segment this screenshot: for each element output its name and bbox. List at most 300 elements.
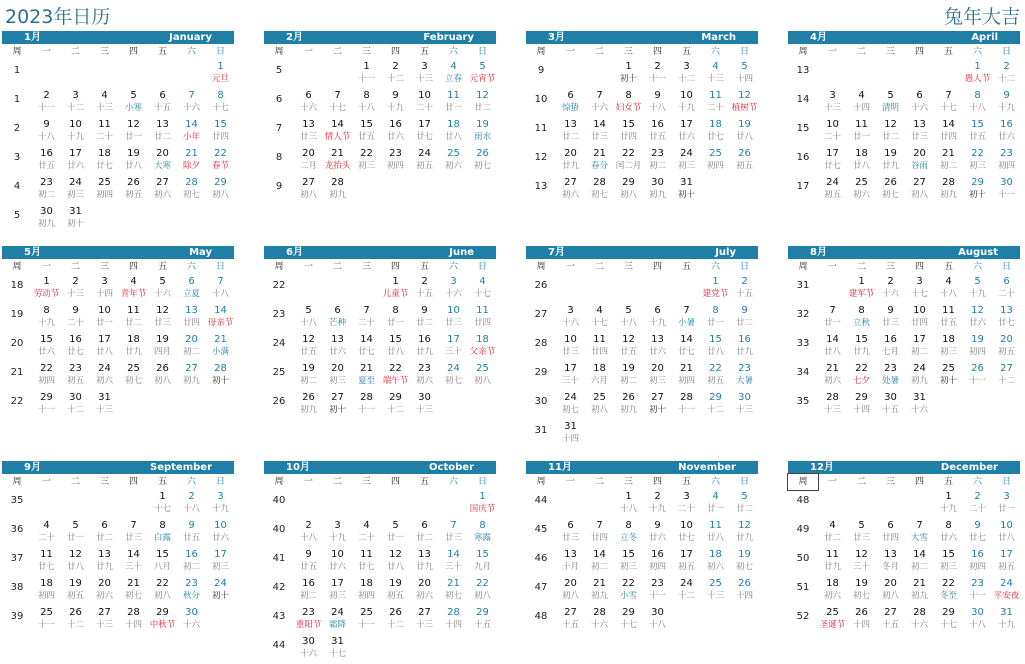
day-cell[interactable] — [643, 391, 672, 420]
day-cell[interactable] — [847, 519, 876, 548]
day-cell[interactable] — [148, 304, 177, 333]
day-cell[interactable] — [90, 391, 119, 420]
day-cell[interactable] — [905, 275, 934, 304]
day-cell[interactable] — [614, 519, 643, 548]
day-cell[interactable] — [323, 147, 352, 176]
day-cell[interactable] — [934, 89, 963, 118]
day-cell[interactable] — [177, 606, 206, 635]
day-cell[interactable] — [352, 118, 381, 147]
day-cell[interactable] — [818, 391, 847, 420]
day-cell[interactable] — [177, 275, 206, 304]
day-cell[interactable] — [847, 333, 876, 362]
day-cell[interactable] — [643, 147, 672, 176]
day-cell[interactable] — [934, 275, 963, 304]
day-cell[interactable] — [206, 147, 235, 176]
day-cell[interactable] — [730, 362, 759, 391]
day-cell[interactable] — [61, 304, 90, 333]
day-cell[interactable] — [410, 391, 439, 420]
day-cell[interactable] — [206, 176, 235, 205]
day-cell[interactable] — [468, 519, 497, 548]
day-cell[interactable] — [90, 362, 119, 391]
day-cell[interactable] — [410, 362, 439, 391]
day-cell[interactable] — [963, 490, 992, 519]
day-cell[interactable] — [701, 577, 730, 606]
day-cell[interactable] — [876, 176, 905, 205]
day-cell[interactable] — [148, 118, 177, 147]
day-cell[interactable] — [876, 333, 905, 362]
day-cell[interactable] — [294, 577, 323, 606]
day-cell[interactable] — [206, 333, 235, 362]
day-cell[interactable] — [148, 333, 177, 362]
day-cell[interactable] — [905, 519, 934, 548]
day-cell[interactable] — [32, 606, 61, 635]
day-cell[interactable] — [672, 577, 701, 606]
day-cell[interactable] — [119, 275, 148, 304]
day-cell[interactable] — [643, 176, 672, 205]
day-cell[interactable] — [323, 577, 352, 606]
day-cell[interactable] — [294, 635, 323, 664]
day-cell[interactable] — [701, 391, 730, 420]
day-cell[interactable] — [90, 275, 119, 304]
day-cell[interactable] — [119, 176, 148, 205]
day-cell[interactable] — [963, 60, 992, 89]
day-cell[interactable] — [177, 577, 206, 606]
day-cell[interactable] — [90, 304, 119, 333]
day-cell[interactable] — [323, 391, 352, 420]
day-cell[interactable] — [177, 89, 206, 118]
day-cell[interactable] — [905, 147, 934, 176]
day-cell[interactable] — [643, 362, 672, 391]
day-cell[interactable] — [701, 490, 730, 519]
day-cell[interactable] — [934, 333, 963, 362]
day-cell[interactable] — [876, 362, 905, 391]
day-cell[interactable] — [410, 577, 439, 606]
day-cell[interactable] — [992, 519, 1021, 548]
day-cell[interactable] — [614, 577, 643, 606]
day-cell[interactable] — [32, 147, 61, 176]
day-cell[interactable] — [876, 304, 905, 333]
day-cell[interactable] — [294, 391, 323, 420]
day-cell[interactable] — [410, 89, 439, 118]
day-cell[interactable] — [730, 147, 759, 176]
day-cell[interactable] — [439, 118, 468, 147]
day-cell[interactable] — [439, 275, 468, 304]
day-cell[interactable] — [206, 304, 235, 333]
day-cell[interactable] — [876, 118, 905, 147]
day-cell[interactable] — [206, 362, 235, 391]
day-cell[interactable] — [876, 548, 905, 577]
day-cell[interactable] — [934, 519, 963, 548]
day-cell[interactable] — [439, 577, 468, 606]
day-cell[interactable] — [876, 577, 905, 606]
day-cell[interactable] — [701, 118, 730, 147]
day-cell[interactable] — [614, 606, 643, 635]
day-cell[interactable] — [323, 548, 352, 577]
day-cell[interactable] — [672, 519, 701, 548]
day-cell[interactable] — [614, 362, 643, 391]
day-cell[interactable] — [119, 606, 148, 635]
day-cell[interactable] — [730, 519, 759, 548]
day-cell[interactable] — [32, 275, 61, 304]
day-cell[interactable] — [847, 275, 876, 304]
day-cell[interactable] — [381, 577, 410, 606]
day-cell[interactable] — [206, 89, 235, 118]
day-cell[interactable] — [847, 548, 876, 577]
day-cell[interactable] — [177, 118, 206, 147]
day-cell[interactable] — [381, 548, 410, 577]
day-cell[interactable] — [352, 147, 381, 176]
day-cell[interactable] — [585, 577, 614, 606]
day-cell[interactable] — [876, 606, 905, 635]
day-cell[interactable] — [119, 333, 148, 362]
day-cell[interactable] — [585, 118, 614, 147]
day-cell[interactable] — [672, 147, 701, 176]
day-cell[interactable] — [818, 548, 847, 577]
day-cell[interactable] — [61, 89, 90, 118]
day-cell[interactable] — [90, 548, 119, 577]
day-cell[interactable] — [381, 606, 410, 635]
day-cell[interactable] — [643, 89, 672, 118]
day-cell[interactable] — [32, 362, 61, 391]
day-cell[interactable] — [206, 519, 235, 548]
day-cell[interactable] — [90, 577, 119, 606]
day-cell[interactable] — [119, 362, 148, 391]
day-cell[interactable] — [847, 391, 876, 420]
day-cell[interactable] — [963, 176, 992, 205]
day-cell[interactable] — [148, 490, 177, 519]
day-cell[interactable] — [730, 89, 759, 118]
day-cell[interactable] — [294, 548, 323, 577]
day-cell[interactable] — [323, 519, 352, 548]
day-cell[interactable] — [934, 147, 963, 176]
day-cell[interactable] — [730, 548, 759, 577]
day-cell[interactable] — [32, 304, 61, 333]
day-cell[interactable] — [352, 606, 381, 635]
day-cell[interactable] — [905, 606, 934, 635]
day-cell[interactable] — [614, 333, 643, 362]
day-cell[interactable] — [352, 89, 381, 118]
day-cell[interactable] — [61, 275, 90, 304]
day-cell[interactable] — [730, 577, 759, 606]
day-cell[interactable] — [439, 60, 468, 89]
day-cell[interactable] — [352, 60, 381, 89]
day-cell[interactable] — [672, 391, 701, 420]
day-cell[interactable] — [614, 147, 643, 176]
day-cell[interactable] — [963, 118, 992, 147]
day-cell[interactable] — [177, 304, 206, 333]
day-cell[interactable] — [206, 60, 235, 89]
day-cell[interactable] — [992, 362, 1021, 391]
day-cell[interactable] — [177, 519, 206, 548]
day-cell[interactable] — [585, 304, 614, 333]
day-cell[interactable] — [61, 147, 90, 176]
day-cell[interactable] — [818, 304, 847, 333]
day-cell[interactable] — [556, 362, 585, 391]
day-cell[interactable] — [643, 118, 672, 147]
day-cell[interactable] — [934, 304, 963, 333]
day-cell[interactable] — [992, 89, 1021, 118]
day-cell[interactable] — [847, 118, 876, 147]
day-cell[interactable] — [905, 362, 934, 391]
day-cell[interactable] — [876, 89, 905, 118]
day-cell[interactable] — [643, 60, 672, 89]
day-cell[interactable] — [148, 519, 177, 548]
day-cell[interactable] — [992, 548, 1021, 577]
day-cell[interactable] — [61, 118, 90, 147]
day-cell[interactable] — [294, 89, 323, 118]
day-cell[interactable] — [439, 519, 468, 548]
day-cell[interactable] — [847, 304, 876, 333]
day-cell[interactable] — [614, 118, 643, 147]
day-cell[interactable] — [90, 519, 119, 548]
day-cell[interactable] — [730, 304, 759, 333]
day-cell[interactable] — [468, 118, 497, 147]
day-cell[interactable] — [119, 519, 148, 548]
day-cell[interactable] — [643, 490, 672, 519]
day-cell[interactable] — [90, 606, 119, 635]
day-cell[interactable] — [468, 362, 497, 391]
day-cell[interactable] — [847, 606, 876, 635]
day-cell[interactable] — [818, 147, 847, 176]
day-cell[interactable] — [963, 548, 992, 577]
day-cell[interactable] — [556, 89, 585, 118]
day-cell[interactable] — [206, 490, 235, 519]
day-cell[interactable] — [61, 548, 90, 577]
day-cell[interactable] — [585, 391, 614, 420]
day-cell[interactable] — [585, 606, 614, 635]
day-cell[interactable] — [61, 606, 90, 635]
day-cell[interactable] — [992, 490, 1021, 519]
day-cell[interactable] — [556, 304, 585, 333]
day-cell[interactable] — [585, 519, 614, 548]
day-cell[interactable] — [439, 548, 468, 577]
day-cell[interactable] — [730, 118, 759, 147]
day-cell[interactable] — [556, 176, 585, 205]
day-cell[interactable] — [818, 362, 847, 391]
day-cell[interactable] — [177, 333, 206, 362]
day-cell[interactable] — [381, 333, 410, 362]
day-cell[interactable] — [818, 118, 847, 147]
day-cell[interactable] — [294, 118, 323, 147]
day-cell[interactable] — [876, 275, 905, 304]
day-cell[interactable] — [905, 176, 934, 205]
day-cell[interactable] — [876, 519, 905, 548]
day-cell[interactable] — [730, 333, 759, 362]
day-cell[interactable] — [905, 89, 934, 118]
day-cell[interactable] — [847, 362, 876, 391]
day-cell[interactable] — [672, 333, 701, 362]
day-cell[interactable] — [701, 304, 730, 333]
day-cell[interactable] — [32, 205, 61, 234]
day-cell[interactable] — [119, 577, 148, 606]
day-cell[interactable] — [963, 275, 992, 304]
day-cell[interactable] — [934, 606, 963, 635]
day-cell[interactable] — [410, 606, 439, 635]
day-cell[interactable] — [847, 89, 876, 118]
day-cell[interactable] — [934, 176, 963, 205]
day-cell[interactable] — [556, 333, 585, 362]
day-cell[interactable] — [468, 606, 497, 635]
day-cell[interactable] — [323, 176, 352, 205]
day-cell[interactable] — [556, 391, 585, 420]
day-cell[interactable] — [323, 362, 352, 391]
day-cell[interactable] — [61, 577, 90, 606]
day-cell[interactable] — [32, 333, 61, 362]
day-cell[interactable] — [992, 60, 1021, 89]
day-cell[interactable] — [177, 490, 206, 519]
day-cell[interactable] — [876, 147, 905, 176]
day-cell[interactable] — [439, 333, 468, 362]
day-cell[interactable] — [90, 118, 119, 147]
day-cell[interactable] — [905, 118, 934, 147]
day-cell[interactable] — [963, 333, 992, 362]
day-cell[interactable] — [90, 147, 119, 176]
day-cell[interactable] — [352, 333, 381, 362]
day-cell[interactable] — [963, 304, 992, 333]
day-cell[interactable] — [992, 333, 1021, 362]
day-cell[interactable] — [323, 333, 352, 362]
day-cell[interactable] — [585, 362, 614, 391]
day-cell[interactable] — [672, 118, 701, 147]
day-cell[interactable] — [61, 176, 90, 205]
day-cell[interactable] — [177, 548, 206, 577]
day-cell[interactable] — [585, 147, 614, 176]
day-cell[interactable] — [410, 118, 439, 147]
day-cell[interactable] — [352, 577, 381, 606]
day-cell[interactable] — [614, 548, 643, 577]
day-cell[interactable] — [294, 333, 323, 362]
day-cell[interactable] — [148, 606, 177, 635]
day-cell[interactable] — [468, 333, 497, 362]
day-cell[interactable] — [294, 362, 323, 391]
day-cell[interactable] — [847, 577, 876, 606]
day-cell[interactable] — [585, 176, 614, 205]
day-cell[interactable] — [643, 304, 672, 333]
day-cell[interactable] — [992, 606, 1021, 635]
day-cell[interactable] — [730, 490, 759, 519]
day-cell[interactable] — [32, 391, 61, 420]
day-cell[interactable] — [32, 548, 61, 577]
day-cell[interactable] — [410, 60, 439, 89]
day-cell[interactable] — [439, 606, 468, 635]
day-cell[interactable] — [934, 548, 963, 577]
day-cell[interactable] — [847, 147, 876, 176]
day-cell[interactable] — [730, 391, 759, 420]
day-cell[interactable] — [410, 147, 439, 176]
day-cell[interactable] — [992, 577, 1021, 606]
day-cell[interactable] — [90, 333, 119, 362]
day-cell[interactable] — [585, 333, 614, 362]
day-cell[interactable] — [585, 89, 614, 118]
day-cell[interactable] — [410, 275, 439, 304]
day-cell[interactable] — [294, 304, 323, 333]
day-cell[interactable] — [90, 176, 119, 205]
day-cell[interactable] — [119, 89, 148, 118]
day-cell[interactable] — [294, 606, 323, 635]
day-cell[interactable] — [381, 304, 410, 333]
day-cell[interactable] — [701, 147, 730, 176]
day-cell[interactable] — [992, 176, 1021, 205]
day-cell[interactable] — [556, 548, 585, 577]
day-cell[interactable] — [556, 147, 585, 176]
day-cell[interactable] — [148, 577, 177, 606]
day-cell[interactable] — [381, 118, 410, 147]
day-cell[interactable] — [847, 176, 876, 205]
day-cell[interactable] — [643, 577, 672, 606]
day-cell[interactable] — [701, 362, 730, 391]
day-cell[interactable] — [614, 89, 643, 118]
day-cell[interactable] — [61, 333, 90, 362]
day-cell[interactable] — [963, 362, 992, 391]
day-cell[interactable] — [992, 118, 1021, 147]
day-cell[interactable] — [410, 519, 439, 548]
day-cell[interactable] — [294, 147, 323, 176]
day-cell[interactable] — [32, 89, 61, 118]
day-cell[interactable] — [468, 147, 497, 176]
day-cell[interactable] — [177, 147, 206, 176]
day-cell[interactable] — [90, 89, 119, 118]
day-cell[interactable] — [410, 333, 439, 362]
day-cell[interactable] — [614, 304, 643, 333]
day-cell[interactable] — [61, 519, 90, 548]
day-cell[interactable] — [381, 519, 410, 548]
day-cell[interactable] — [556, 420, 585, 449]
day-cell[interactable] — [818, 176, 847, 205]
day-cell[interactable] — [294, 519, 323, 548]
day-cell[interactable] — [468, 577, 497, 606]
day-cell[interactable] — [32, 519, 61, 548]
day-cell[interactable] — [323, 635, 352, 664]
day-cell[interactable] — [818, 606, 847, 635]
day-cell[interactable] — [643, 548, 672, 577]
day-cell[interactable] — [905, 577, 934, 606]
day-cell[interactable] — [439, 147, 468, 176]
day-cell[interactable] — [643, 606, 672, 635]
day-cell[interactable] — [730, 60, 759, 89]
day-cell[interactable] — [672, 362, 701, 391]
day-cell[interactable] — [701, 519, 730, 548]
day-cell[interactable] — [818, 519, 847, 548]
day-cell[interactable] — [556, 519, 585, 548]
day-cell[interactable] — [963, 606, 992, 635]
day-cell[interactable] — [905, 333, 934, 362]
day-cell[interactable] — [148, 147, 177, 176]
day-cell[interactable] — [672, 304, 701, 333]
day-cell[interactable] — [439, 304, 468, 333]
day-cell[interactable] — [61, 205, 90, 234]
day-cell[interactable] — [992, 275, 1021, 304]
day-cell[interactable] — [381, 60, 410, 89]
day-cell[interactable] — [643, 333, 672, 362]
day-cell[interactable] — [672, 548, 701, 577]
day-cell[interactable] — [206, 548, 235, 577]
day-cell[interactable] — [381, 147, 410, 176]
day-cell[interactable] — [701, 89, 730, 118]
day-cell[interactable] — [352, 519, 381, 548]
day-cell[interactable] — [672, 490, 701, 519]
day-cell[interactable] — [410, 304, 439, 333]
day-cell[interactable] — [556, 577, 585, 606]
day-cell[interactable] — [556, 118, 585, 147]
day-cell[interactable] — [934, 577, 963, 606]
day-cell[interactable] — [963, 577, 992, 606]
day-cell[interactable] — [614, 60, 643, 89]
day-cell[interactable] — [934, 362, 963, 391]
day-cell[interactable] — [323, 304, 352, 333]
day-cell[interactable] — [963, 519, 992, 548]
day-cell[interactable] — [468, 490, 497, 519]
day-cell[interactable] — [992, 304, 1021, 333]
